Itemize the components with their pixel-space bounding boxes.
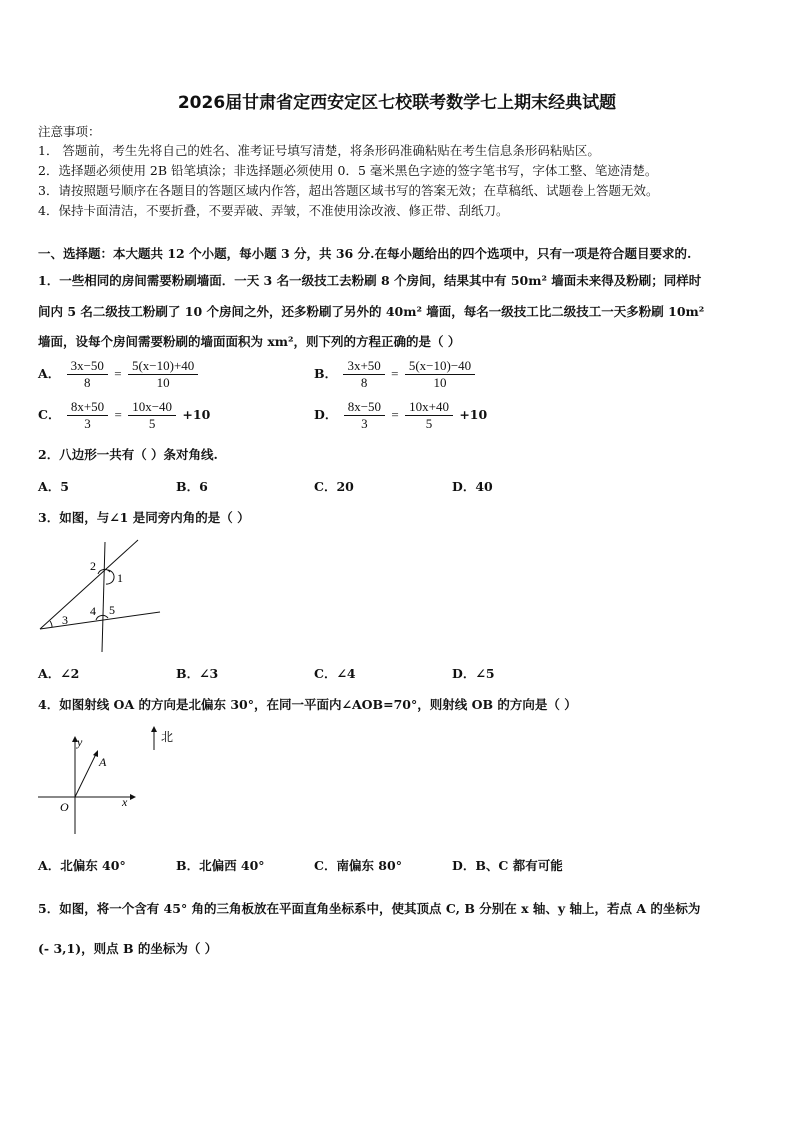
q1-option-c[interactable]: C． $\frac{8x+50}{3}$ = $\frac{10x-40}{5}$ +10 [38,399,211,431]
q5-line-2: (- 3,1)，则点 B 的坐标为（ ） [38,941,218,956]
fraction: $\frac{3x+50}{8}$ [343,358,384,391]
label-y: y [77,735,83,749]
q1-option-d[interactable]: D． $\frac{8x-50}{3}$ = $\frac{10x+40}{5}$ +10 [314,399,488,431]
line-transversal [102,542,105,652]
q3-option-a[interactable]: A．∠2 [38,666,80,681]
q4-option-c[interactable]: C．南偏东 80° [314,858,402,873]
q3-option-c[interactable]: C．∠4 [314,666,356,681]
q4-text: 4．如图射线 OA 的方向是北偏东 30°，在同一平面内∠AOB=70°，则射线 OB 的方向是（ ） [38,697,577,712]
label-angle-4: 4 [90,604,96,618]
angle-arc [50,621,52,627]
fraction: $\frac{10x+40}{5}$ [405,399,453,432]
q1-option-b[interactable]: B． $\frac{3x+50}{8}$ = $\frac{5(x-10)-40}{10}$ [314,358,477,391]
q1-line-2: 间内 5 名二级技工粉刷了 10 个房间之外，还多粉刷了另外的 40m² 墙面，每名一级技工比二级技工一天多粉刷 10m² [38,304,705,319]
q2-option-b[interactable]: B．6 [176,479,208,494]
label-a: A [99,755,107,769]
q3-option-b[interactable]: B．∠3 [176,666,219,681]
q3-figure [30,532,180,656]
q1-option-a[interactable]: A． $\frac{3x-50}{8}$ = $\frac{5(x-10)+40}{10}$ [38,358,200,391]
q4-figure [30,724,200,840]
label-angle-5: 5 [109,603,115,617]
note-item-3: 3．请按照题号顺序在各题目的答题区域内作答，超出答题区域书写的答案无效；在草稿纸、试题卷上答题无效。 [38,183,659,198]
north-arrow-icon [151,726,157,732]
q2-option-a[interactable]: A．5 [38,479,69,494]
line-horizontal [40,612,160,629]
q4-option-b[interactable]: B．北偏西 40° [176,858,265,873]
fraction: $\frac{5(x-10)-40}{10}$ [405,358,475,391]
q5-line-1: 5．如图，将一个含有 45° 角的三角板放在平面直角坐标系中，使其顶点 C, B 分别在 x 轴、y 轴上，若点 A 的坐标为 [38,901,701,916]
fraction: $\frac{3x-50}{8}$ [67,358,108,391]
q1-line-3: 墙面，设每个房间需要粉刷的墙面面积为 xm²，则下列的方程正确的是（ ） [38,334,461,349]
q4-option-a[interactable]: A．北偏东 40° [38,858,126,873]
label-o: O [60,800,69,814]
label-angle-2: 2 [90,559,96,573]
fraction: $\frac{10x-40}{5}$ [128,399,176,432]
q3-option-d[interactable]: D．∠5 [452,666,495,681]
note-item-4: 4．保持卡面清洁，不要折叠，不要弄破、弄皱，不准使用涂改液、修正带、刮纸刀。 [38,203,509,218]
section-heading: 一、选择题：本大题共 12 个小题，每小题 3 分，共 36 分.在每小题给出的四个选项中，只有一项是符合题目要求的. [38,246,692,261]
q1-line-1: 1．一些相同的房间需要粉刷墙面．一天 3 名一级技工去粉刷 8 个房间，结果其中有 50m² 墙面未来得及粉刷；同样时 [38,273,702,288]
x-axis-arrow [130,794,136,800]
note-item-2: 2．选择题必须使用 2B 铅笔填涂；非选择题必须使用 0．5 毫米黑色字迹的签字笔书写，字体工整、笔迹清楚。 [38,163,658,178]
label-angle-1: 1 [117,571,123,585]
page-title: 2026届甘肃省定西安定区七校联考数学七上期末经典试题 [177,93,617,113]
notes-heading: 注意事项： [38,124,101,139]
ray-oa [75,754,96,797]
line-slanted [40,540,138,629]
ray-oa-arrow [93,750,98,757]
q2-option-c[interactable]: C．20 [314,479,354,494]
q2-option-d[interactable]: D．40 [452,479,493,494]
fraction: $\frac{8x+50}{3}$ [67,399,108,432]
north-label: 北 [161,730,174,744]
fraction: $\frac{8x-50}{3}$ [344,399,385,432]
q4-option-d[interactable]: D．B、C 都有可能 [452,858,563,873]
q2-text: 2．八边形一共有（ ）条对角线. [38,447,218,462]
angle-arc [106,570,114,584]
note-item-1: 1． 答题前，考生先将自己的姓名、准考证号填写清楚，将条形码准确粘贴在考生信息条形码粘贴区。 [38,143,600,158]
fraction: $\frac{5(x-10)+40}{10}$ [128,358,198,391]
label-x: x [122,795,128,809]
label-angle-3: 3 [62,613,68,627]
q3-text: 3．如图，与∠1 是同旁内角的是（ ） [38,510,250,525]
